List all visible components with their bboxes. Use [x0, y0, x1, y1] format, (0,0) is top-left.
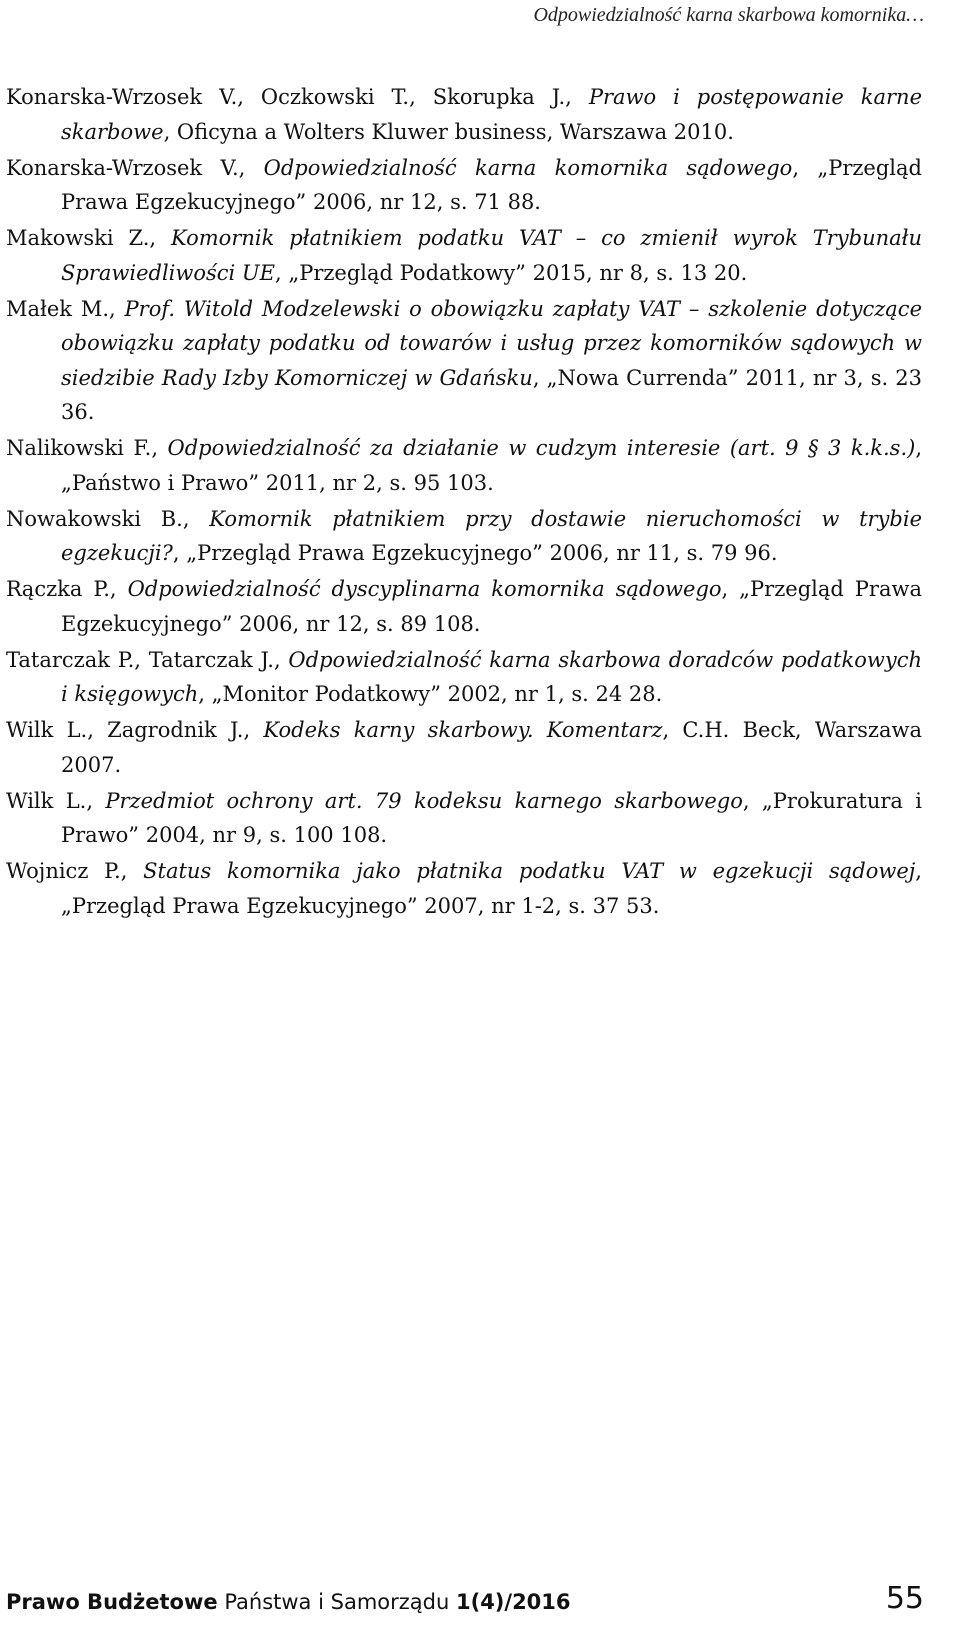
entry-author: Wilk L., Zagrodnik J.,: [6, 718, 264, 742]
bibliography-entry: [6, 151, 922, 220]
entry-publication: , „Monitor Podatkowy” 2002, nr 1, s. 24 28.: [198, 682, 663, 706]
bibliography-entry: [6, 643, 922, 712]
entry-title: Prawo i postępowanie karne skarbowe: [61, 85, 922, 144]
entry-title: Komornik płatnikiem przy dostawie nieruchomości w trybie egzekucji?: [61, 506, 922, 565]
journal-subtitle: Państwa i Samorządu: [224, 1590, 450, 1614]
entry-title: Odpowiedzialność dyscyplinarna komornika sądowego: [127, 577, 722, 601]
entry-title: Odpowiedzialność za działanie w cudzym interesie (art. 9 § 3 k.k.s.): [167, 436, 916, 460]
entry-title: Prof. Witold Modzelewski o obowiązku zapłaty VAT – szkolenie dotyczące obowiązku zapłaty podatku od towarów i usług przez komorników sądowych w siedzibie Rady Izby Komorniczej w Gdańsku: [61, 296, 922, 390]
entry-author: Konarska-Wrzosek V.,: [6, 155, 264, 180]
entry-publication: , „Przegląd Prawa Egzekucyjnego” 2006, nr 12, s. 89 108.: [61, 577, 922, 636]
entry-author: Wilk L.,: [6, 788, 106, 813]
bibliography-entry: [6, 292, 922, 430]
bibliography-entry: [6, 80, 922, 149]
entry-author: Konarska-Wrzosek V., Oczkowski T., Skorupka J.,: [6, 85, 589, 109]
bibliography-entry: [6, 854, 922, 923]
entry-publication: , „Przegląd Prawa Egzekucyjnego” 2006, nr 11, s. 79 96.: [172, 541, 778, 565]
bibliography-entry: [6, 784, 922, 853]
bibliography-entry: [6, 713, 922, 782]
journal-title: Prawo Budżetowe: [6, 1590, 218, 1614]
entry-publication: , „Prokuratura i Prawo” 2004, nr 9, s. 100 108.: [61, 788, 922, 847]
entry-publication: , C.H. Beck, Warszawa 2007.: [61, 718, 922, 777]
page-footer: [6, 1564, 924, 1614]
bibliography-entry: [6, 572, 922, 641]
entry-publication: , Oficyna a Wolters Kluwer business, Warszawa 2010.: [163, 119, 734, 144]
entry-publication: , „Przegląd Prawa Egzekucyjnego” 2006, nr 12, s. 71 88.: [61, 155, 922, 214]
entry-author: Nowakowski B.,: [6, 506, 210, 531]
entry-title: Kodeks karny skarbowy. Komentarz: [263, 718, 663, 742]
bibliography-entry: [6, 502, 922, 571]
entry-publication: , „Nowa Currenda” 2011, nr 3, s. 23 36.: [61, 365, 923, 424]
entry-title: Przedmiot ochrony art. 79 kodeksu karnego skarbowego: [105, 788, 743, 813]
entry-author: Makowski Z.,: [6, 226, 171, 250]
entry-publication: , „Przegląd Podatkowy” 2015, nr 8, s. 13 20.: [274, 260, 748, 285]
entry-author: Rączka P.,: [6, 577, 128, 601]
entry-title: Komornik płatnikiem podatku VAT – co zmienił wyrok Trybunału Sprawiedliwości UE: [61, 226, 922, 285]
entry-author: Wojnicz P.,: [6, 859, 144, 883]
bibliography-list: [6, 80, 922, 925]
bibliography-entry: [6, 221, 922, 290]
entry-author: Małek M.,: [6, 296, 125, 321]
bibliography-entry: [6, 431, 922, 500]
entry-publication: , „Państwo i Prawo” 2011, nr 2, s. 95 103.: [61, 436, 922, 495]
entry-title: Status komornika jako płatnika podatku VAT w egzekucji sądowej: [143, 859, 916, 883]
entry-author: Nalikowski F.,: [6, 436, 168, 460]
page-number: 55: [885, 1581, 924, 1616]
entry-title: Odpowiedzialność karna skarbowa doradców podatkowych i księgowych: [61, 647, 922, 706]
journal-name: [6, 1590, 571, 1614]
running-header: Odpowiedzialność karna skarbowa komornika…: [533, 4, 924, 26]
journal-issue: 1(4)/2016: [455, 1590, 571, 1614]
entry-title: Odpowiedzialność karna komornika sądowego: [263, 155, 793, 180]
entry-publication: , „Przegląd Prawa Egzekucyjnego” 2007, nr 1-2, s. 37 53.: [61, 859, 922, 918]
entry-author: Tatarczak P., Tatarczak J.,: [6, 647, 289, 672]
